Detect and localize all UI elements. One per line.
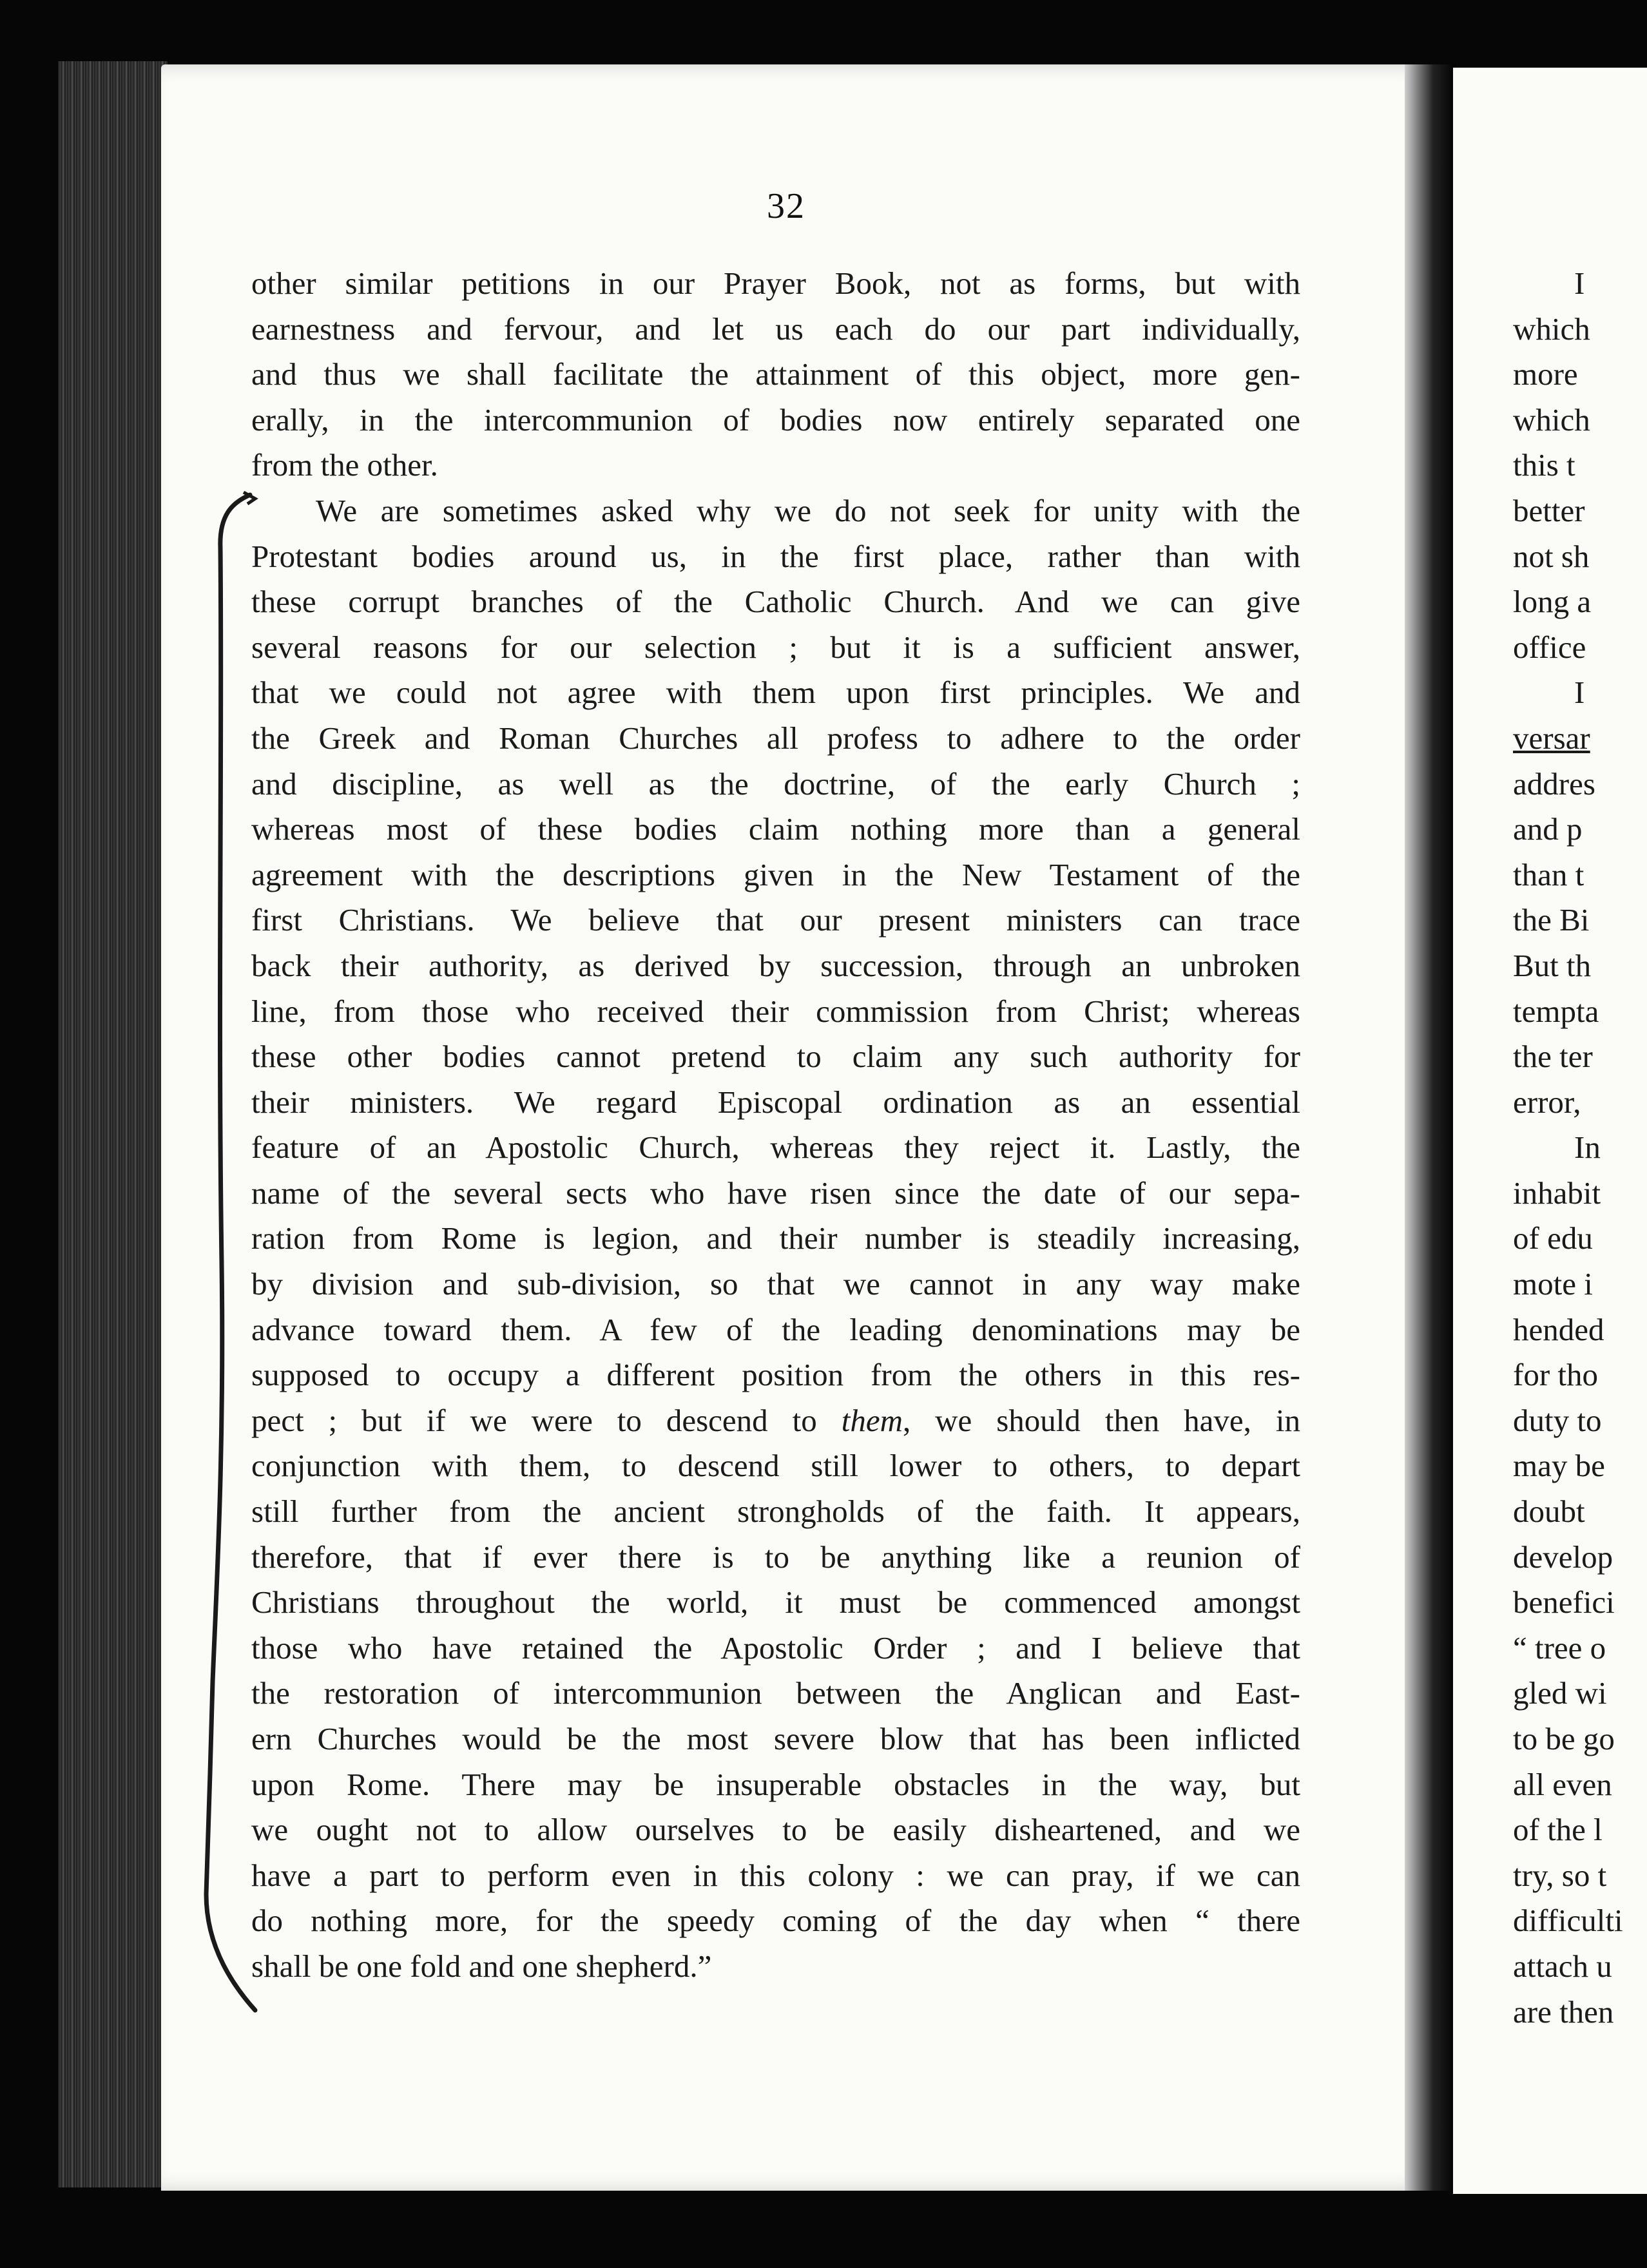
paragraph: [251, 488, 1300, 1990]
right-text-line: than t: [1513, 856, 1584, 892]
text-line: conjunction with them, to descend still lower to others, to depart: [251, 1448, 1300, 1484]
text-line: pect ; but if we were to descend to them, we should then have, in: [251, 1402, 1300, 1438]
text-line: ern Churches would be the most severe blow that has been inflicted: [251, 1721, 1300, 1756]
text-line: their ministers. We regard Episcopal ordination as an essential: [251, 1084, 1300, 1120]
right-text-line: office: [1513, 629, 1586, 665]
text-line: back their authority, as derived by succession, through an unbroken: [251, 947, 1300, 983]
text-line: earnestness and fervour, and let us each do our part individually,: [251, 311, 1300, 347]
book-gutter: [1405, 64, 1456, 2191]
text-line: ration from Rome is legion, and their number is steadily increasing,: [251, 1220, 1300, 1256]
text-line: we ought not to allow ourselves to be easily disheartened, and we: [251, 1812, 1300, 1848]
right-text-line: inhabit: [1513, 1175, 1601, 1211]
text-line: several reasons for our selection ; but it is a sufficient answer,: [251, 629, 1300, 665]
text-line: the Greek and Roman Churches all profess to adhere to the order: [251, 720, 1300, 756]
right-text-line: develop: [1513, 1539, 1613, 1575]
text-line: Christians throughout the world, it must be commenced amongst: [251, 1584, 1300, 1620]
text-line: do nothing more, for the speedy coming of the day when “ there: [251, 1903, 1300, 1939]
right-text-line: for tho: [1513, 1357, 1598, 1393]
right-text-line: all even: [1513, 1766, 1612, 1802]
text-line: first Christians. We believe that our present ministers can trace: [251, 902, 1300, 938]
right-text-line: “ tree o: [1513, 1629, 1606, 1666]
right-text-line: addres: [1513, 765, 1595, 802]
text-line: name of the several sects who have risen since the date of our sepa-: [251, 1175, 1300, 1211]
text-line: supposed to occupy a different position from the others in this res-: [251, 1357, 1300, 1393]
text-line: have a part to perform even in this colony : we can pray, if we can: [251, 1857, 1300, 1893]
book-page-edges: [58, 61, 168, 2187]
text-line: erally, in the intercommunion of bodies now entirely separated one: [251, 401, 1300, 437]
text-line: advance toward them. A few of the leading denominations may be: [251, 1311, 1300, 1347]
text-line: shall be one fold and one shepherd.”: [251, 1948, 712, 1984]
right-text-line: error,: [1513, 1084, 1581, 1120]
text-line: the restoration of intercommunion between the Anglican and East-: [251, 1675, 1300, 1711]
right-text-line: I: [1574, 265, 1585, 301]
text-line: and discipline, as well as the doctrine, of the early Church ;: [251, 765, 1300, 802]
right-text-line: In: [1574, 1129, 1601, 1166]
right-text-line: long a: [1513, 584, 1592, 620]
text-line: that we could not agree with them upon first principles. We and: [251, 675, 1300, 711]
text-line: We are sometimes asked why we do not seek for unity with the: [316, 492, 1300, 528]
page-number: 32: [767, 186, 805, 226]
right-text-line: are then: [1513, 1994, 1614, 2030]
right-text-line: may be: [1513, 1448, 1605, 1484]
text-line: these corrupt branches of the Catholic Church. And we can give: [251, 584, 1300, 620]
body-text: [251, 261, 1300, 1990]
right-text-line: hended: [1513, 1311, 1604, 1347]
right-page-text: [1513, 261, 1647, 2035]
right-text-line: not sh: [1513, 538, 1590, 574]
right-text-line: which: [1513, 311, 1590, 347]
right-text-line: better: [1513, 492, 1585, 528]
text-line: therefore, that if ever there is to be anything like a reunion of: [251, 1539, 1300, 1575]
right-text-line: of the l: [1513, 1812, 1603, 1848]
right-text-line: tempta: [1513, 993, 1599, 1029]
right-text-line: the Bi: [1513, 902, 1590, 938]
right-text-line: and p: [1513, 811, 1583, 847]
text-line: other similar petitions in our Prayer Book, not as forms, but with: [251, 265, 1300, 301]
text-line: whereas most of these bodies claim nothing more than a general: [251, 811, 1300, 847]
right-text-line: to be go: [1513, 1721, 1615, 1756]
text-line: from the other.: [251, 447, 438, 483]
right-text-line: I: [1574, 675, 1585, 711]
paragraph: [251, 261, 1300, 488]
right-text-line: But th: [1513, 947, 1592, 983]
text-line: feature of an Apostolic Church, whereas they reject it. Lastly, the: [251, 1129, 1300, 1166]
right-text-line: this t: [1513, 447, 1575, 483]
right-text-line: versar: [1513, 720, 1590, 756]
text-line: upon Rome. There may be insuperable obstacles in the way, but: [251, 1766, 1300, 1802]
text-line: by division and sub-division, so that we cannot in any way make: [251, 1266, 1300, 1302]
right-text-line: more: [1513, 356, 1578, 392]
text-line: line, from those who received their commission from Christ; whereas: [251, 993, 1300, 1029]
text-line: these other bodies cannot pretend to claim any such authority for: [251, 1039, 1300, 1075]
right-text-line: mote i: [1513, 1266, 1593, 1302]
right-text-line: try, so t: [1513, 1857, 1607, 1893]
right-text-line: duty to: [1513, 1402, 1602, 1438]
right-text-line: gled wi: [1513, 1675, 1607, 1711]
right-text-line: the ter: [1513, 1039, 1593, 1075]
right-text-line: benefici: [1513, 1584, 1615, 1620]
right-text-line: which: [1513, 401, 1590, 437]
text-line: agreement with the descriptions given in the New Testament of the: [251, 856, 1300, 892]
text-line: those who have retained the Apostolic Order ; and I believe that: [251, 1629, 1300, 1666]
text-line: Protestant bodies around us, in the first place, rather than with: [251, 538, 1300, 574]
right-text-line: difficulti: [1513, 1903, 1623, 1939]
right-text-line: of edu: [1513, 1220, 1593, 1256]
right-text-line: attach u: [1513, 1948, 1612, 1984]
right-text-line: doubt: [1513, 1494, 1585, 1530]
text-line: still further from the ancient strongholds of the faith. It appears,: [251, 1494, 1300, 1530]
text-line: and thus we shall facilitate the attainment of this object, more gen-: [251, 356, 1300, 392]
